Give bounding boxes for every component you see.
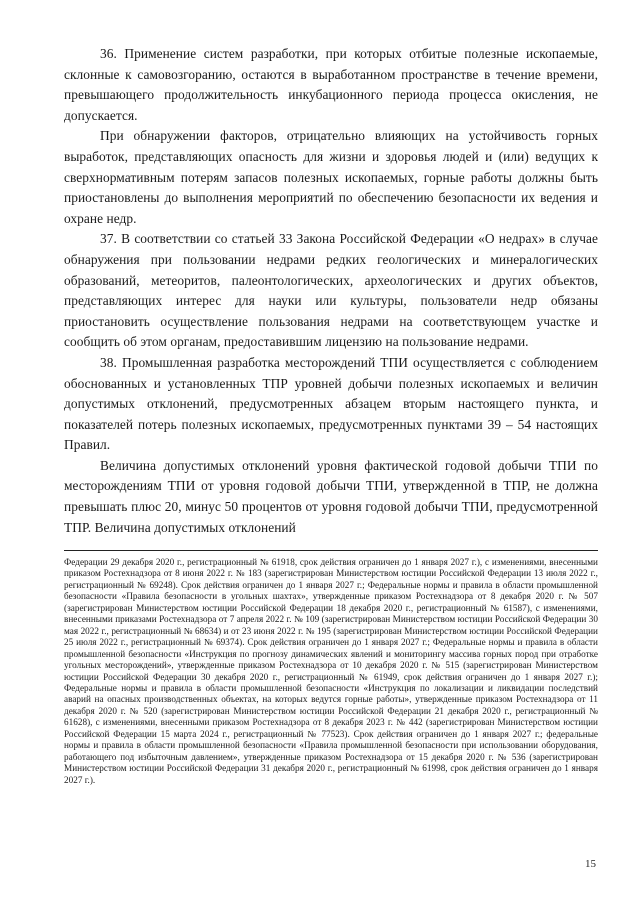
paragraph-36: 36. Применение систем разработки, при которых отбитые полезные ископаемые, склонные к самовозгоранию, остаются в выработанном пространстве в течение времени, превышающего продолжительность инкубационного периода процесса окисления, не допускается. <box>64 46 598 123</box>
footnote-divider <box>64 550 598 551</box>
footnote-text: Федерации 29 декабря 2020 г., регистрационный № 61918, срок действия ограничен до 1 января 2027 г.), с изменениями, внесенными приказом Ростехнадзора от 8 июня 2022 г. № 183 (зарегистрирован Министерством юстиции Российской Федерации 13 июля 2022 г., регистрационный № 69248). Срок действия ограничен до 1 января 2027 г.; Федеральные нормы и правила в области промышленной безопасности «Правила безопасности в угольных шахтах», утвержденные приказом Ростехнадзора от 8 декабря 2020 г. № 507 (зарегистрирован Министерством юстиции Российской Федерации 18 декабря 2020 г., регистрационный № 61587), с изменениями, внесенными приказами Ростехнадзора от 7 апреля 2022 г. № 109 (зарегистрирован Министерством юстиции Российской Федерации 30 мая 2022 г., регистрационный № 68634) и от 23 июня 2022 г. № 195 (зарегистрирован Министерством юстиции Российской Федерации 25 июля 2022 г., регистрационный № 69374). Срок действия ограничен до 1 января 2027 г.; Федеральные нормы и правила в области промышленной безопасности «Инструкция по прогнозу динамических явлений и мониторингу массива горных пород при отработке угольных месторождений», утвержденные приказом Ростехнадзора от 10 декабря 2020 г. № 515 (зарегистрирован Министерством юстиции Российской Федерации 30 декабря 2020 г., регистрационный № 61949, срок действия ограничен до 1 января 2027 г.); Федеральные нормы и правила в области промышленной безопасности «Инструкция по локализации и ликвидации последствий аварий на опасных производственных объектах, на которых ведутся горные работы», утвержденные приказом Ростехнадзора от 11 декабря 2020 г. № 520 (зарегистрирован Министерством юстиции Российской Федерации 21 декабря 2020 г., регистрационный № 61628), с изменениями, внесенными приказом Ростехнадзора от 8 декабря 2023 г. № 442 (зарегистрирован Министерством юстиции Российской Федерации 15 марта 2024 г., регистрационный № 77523). Срок действия ограничен до 1 января 2027 г.; федеральные нормы и правила в области промышленной безопасности «Правила промышленной безопасности при использовании оборудования, работающего под избыточным давлением», утвержденные приказом Ростехнадзора от 15 декабря 2020 г. № 536 (зарегистрирован Министерством юстиции Российской Федерации 31 декабря 2020 г., регистрационный № 61998, срок действия ограничен до 1 января 2027 г.). <box>64 557 598 785</box>
paragraph-36-continuation: При обнаружении факторов, отрицательно влияющих на устойчивость горных выработок, представляющих опасность для жизни и здоровья людей и (или) ведущих к сверхнормативным потерям запасов полезных ископаемых, горные работы должны быть приостановлены до выполнения мероприятий по обеспечению безопасности их ведения и охране недр. <box>64 128 598 226</box>
paragraph-38: 38. Промышленная разработка месторождений ТПИ осуществляется с соблюдением обоснованных и установленных ТПР уровней добычи полезных ископаемых и величин допустимых отклонений, предусмотренных абзацем вторым настоящего пункта, и показателей потерь полезных ископаемых, предусмотренных пунктами 39 – 54 настоящих Правил. <box>64 354 598 453</box>
paragraph-38-continuation: Величина допустимых отклонений уровня фактической годовой добычи ТПИ по месторождениям ТПИ от уровня годовой добычи ТПИ, утвержденной в ТПР, не должна превышать плюс 20, минус 50 процентов от уровня годовой добычи ТПИ, предусмотренной ТПР. Величина допустимых отклонений <box>64 457 598 535</box>
paragraph-37: 37. В соответствии со статьей 33 Закона Российской Федерации «О недрах» в случае обнаружения при пользовании недрами редких геологических и минералогических образований, метеоритов, палеонтологических, археологических и других объектов, представляющих интерес для науки или культуры, пользователи недр обязаны приостановить осуществление пользования недрами на соответствующем участке и сообщить об этом органам, предоставившим лицензию на пользование недрами. <box>64 231 598 350</box>
footnote-block <box>64 557 598 786</box>
page-number: 15 <box>585 858 596 870</box>
main-text <box>64 44 598 538</box>
